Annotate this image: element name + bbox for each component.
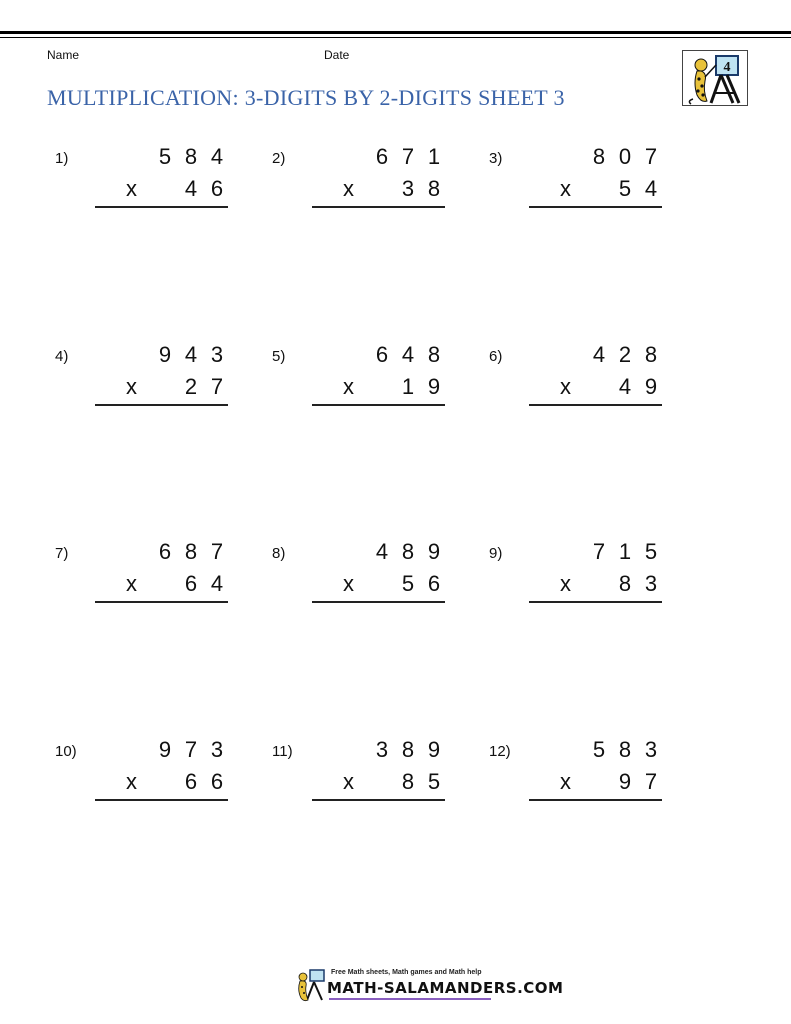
multiplier — [588, 374, 662, 400]
digit-spacer — [371, 176, 393, 202]
multiply-sign: x — [343, 176, 354, 201]
problem-number: 4) — [55, 348, 69, 365]
digit-spacer — [588, 571, 610, 597]
multiplier — [588, 176, 662, 202]
digit: 4 — [184, 342, 198, 367]
problem-number: 3) — [489, 150, 503, 167]
problem-number: 10) — [55, 743, 77, 760]
multiply-sign: x — [126, 769, 137, 794]
digit: 2 — [184, 374, 198, 399]
digit-spacer — [371, 374, 393, 400]
multiply-sign: x — [560, 374, 571, 399]
multiply-sign: x — [126, 374, 137, 399]
digit: 9 — [158, 342, 172, 367]
digit: 4 — [401, 342, 415, 367]
digit: 5 — [618, 176, 632, 201]
problem-number: 1) — [55, 150, 69, 167]
digit-spacer — [154, 176, 176, 202]
digit: 6 — [427, 571, 441, 596]
problem-10 — [55, 737, 228, 813]
multiplier — [371, 769, 445, 795]
logo-digit: 4 — [723, 60, 731, 75]
digit: 0 — [618, 144, 632, 169]
digit: 4 — [618, 374, 632, 399]
multiplier — [154, 374, 228, 400]
date-label: Date — [324, 48, 350, 62]
digit: 8 — [184, 144, 198, 169]
multiply-sign: x — [343, 769, 354, 794]
answer-line — [529, 404, 662, 406]
problem-number: 6) — [489, 348, 503, 365]
problem-12 — [489, 737, 662, 813]
multiplicand — [154, 342, 228, 368]
digit: 6 — [210, 176, 224, 201]
multiplicand — [371, 144, 445, 170]
digit: 7 — [184, 737, 198, 762]
multiplier — [154, 571, 228, 597]
digit: 5 — [592, 737, 606, 762]
name-label: Name — [47, 48, 80, 62]
answer-line — [312, 404, 445, 406]
problem-number: 9) — [489, 545, 503, 562]
multiplier — [371, 374, 445, 400]
digit: 4 — [210, 571, 224, 596]
digit: 1 — [427, 144, 441, 169]
answer-line — [95, 601, 228, 603]
header-rule-thin — [0, 37, 791, 38]
digit-spacer — [588, 374, 610, 400]
digit: 5 — [401, 571, 415, 596]
multiplicand — [154, 737, 228, 763]
multiplicand — [154, 144, 228, 170]
multiplicand — [588, 144, 662, 170]
math-salamander-logo-icon — [682, 50, 748, 106]
answer-line — [529, 799, 662, 801]
problem-number: 12) — [489, 743, 511, 760]
digit: 6 — [158, 539, 172, 564]
digit: 5 — [427, 769, 441, 794]
problem-3 — [489, 144, 662, 220]
digit: 3 — [210, 342, 224, 367]
problem-8 — [272, 539, 445, 615]
digit: 2 — [618, 342, 632, 367]
answer-line — [312, 601, 445, 603]
digit: 7 — [592, 539, 606, 564]
digit-spacer — [588, 769, 610, 795]
answer-line — [95, 206, 228, 208]
digit: 6 — [184, 769, 198, 794]
digit: 8 — [592, 144, 606, 169]
digit-spacer — [371, 769, 393, 795]
digit: 6 — [184, 571, 198, 596]
multiply-sign: x — [126, 571, 137, 596]
digit: 8 — [427, 342, 441, 367]
multiply-sign: x — [560, 769, 571, 794]
problem-number: 8) — [272, 545, 286, 562]
problem-number: 11) — [272, 743, 293, 760]
digit: 4 — [184, 176, 198, 201]
multiplicand — [588, 539, 662, 565]
multiplicand — [588, 342, 662, 368]
multiplier — [154, 769, 228, 795]
digit-spacer — [154, 374, 176, 400]
salamander-logo-icon — [297, 968, 327, 1002]
footer-tagline: Free Math sheets, Math games and Math help — [331, 969, 482, 976]
digit: 7 — [644, 144, 658, 169]
problem-number: 2) — [272, 150, 286, 167]
digit: 5 — [158, 144, 172, 169]
answer-line — [312, 206, 445, 208]
digit: 8 — [184, 539, 198, 564]
digit: 8 — [401, 769, 415, 794]
answer-line — [312, 799, 445, 801]
multiplicand — [371, 539, 445, 565]
digit: 8 — [401, 737, 415, 762]
problem-6 — [489, 342, 662, 418]
digit: 7 — [210, 374, 224, 399]
problem-9 — [489, 539, 662, 615]
problem-5 — [272, 342, 445, 418]
problem-4 — [55, 342, 228, 418]
problem-1 — [55, 144, 228, 220]
multiplier — [371, 176, 445, 202]
digit: 5 — [644, 539, 658, 564]
problem-number: 5) — [272, 348, 286, 365]
multiplier — [588, 571, 662, 597]
multiply-sign: x — [343, 571, 354, 596]
digit: 9 — [618, 769, 632, 794]
multiplier — [588, 769, 662, 795]
multiplier — [154, 176, 228, 202]
digit: 4 — [375, 539, 389, 564]
digit-spacer — [154, 769, 176, 795]
multiply-sign: x — [560, 571, 571, 596]
footer-underline — [329, 998, 491, 1000]
digit: 9 — [427, 539, 441, 564]
multiplicand — [588, 737, 662, 763]
digit: 4 — [644, 176, 658, 201]
answer-line — [95, 404, 228, 406]
digit: 8 — [618, 737, 632, 762]
digit: 3 — [210, 737, 224, 762]
digit: 8 — [644, 342, 658, 367]
digit: 6 — [210, 769, 224, 794]
multiplicand — [371, 737, 445, 763]
digit: 6 — [375, 342, 389, 367]
digit: 8 — [618, 571, 632, 596]
digit-spacer — [588, 176, 610, 202]
digit: 8 — [427, 176, 441, 201]
digit-spacer — [154, 571, 176, 597]
problem-7 — [55, 539, 228, 615]
worksheet-title: MULTIPLICATION: 3-DIGITS BY 2-DIGITS SHEET 3 — [47, 85, 565, 110]
digit: 6 — [375, 144, 389, 169]
digit: 4 — [592, 342, 606, 367]
digit: 7 — [401, 144, 415, 169]
digit: 3 — [644, 737, 658, 762]
digit: 4 — [210, 144, 224, 169]
digit: 7 — [210, 539, 224, 564]
digit-spacer — [371, 571, 393, 597]
multiply-sign: x — [126, 176, 137, 201]
digit: 1 — [618, 539, 632, 564]
digit: 9 — [644, 374, 658, 399]
multiplier — [371, 571, 445, 597]
digit: 3 — [401, 176, 415, 201]
digit: 7 — [644, 769, 658, 794]
problem-2 — [272, 144, 445, 220]
multiplicand — [371, 342, 445, 368]
digit: 3 — [644, 571, 658, 596]
digit: 9 — [427, 737, 441, 762]
answer-line — [529, 206, 662, 208]
problem-11 — [272, 737, 445, 813]
digit: 8 — [401, 539, 415, 564]
footer — [297, 966, 564, 1002]
footer-brand: MATH-SALAMANDERS.COM — [327, 979, 564, 997]
digit: 9 — [427, 374, 441, 399]
multiply-sign: x — [560, 176, 571, 201]
header-rule-thick — [0, 31, 791, 34]
answer-line — [95, 799, 228, 801]
problem-number: 7) — [55, 545, 69, 562]
digit: 3 — [375, 737, 389, 762]
multiply-sign: x — [343, 374, 354, 399]
digit: 9 — [158, 737, 172, 762]
digit: 1 — [401, 374, 415, 399]
multiplicand — [154, 539, 228, 565]
answer-line — [529, 601, 662, 603]
